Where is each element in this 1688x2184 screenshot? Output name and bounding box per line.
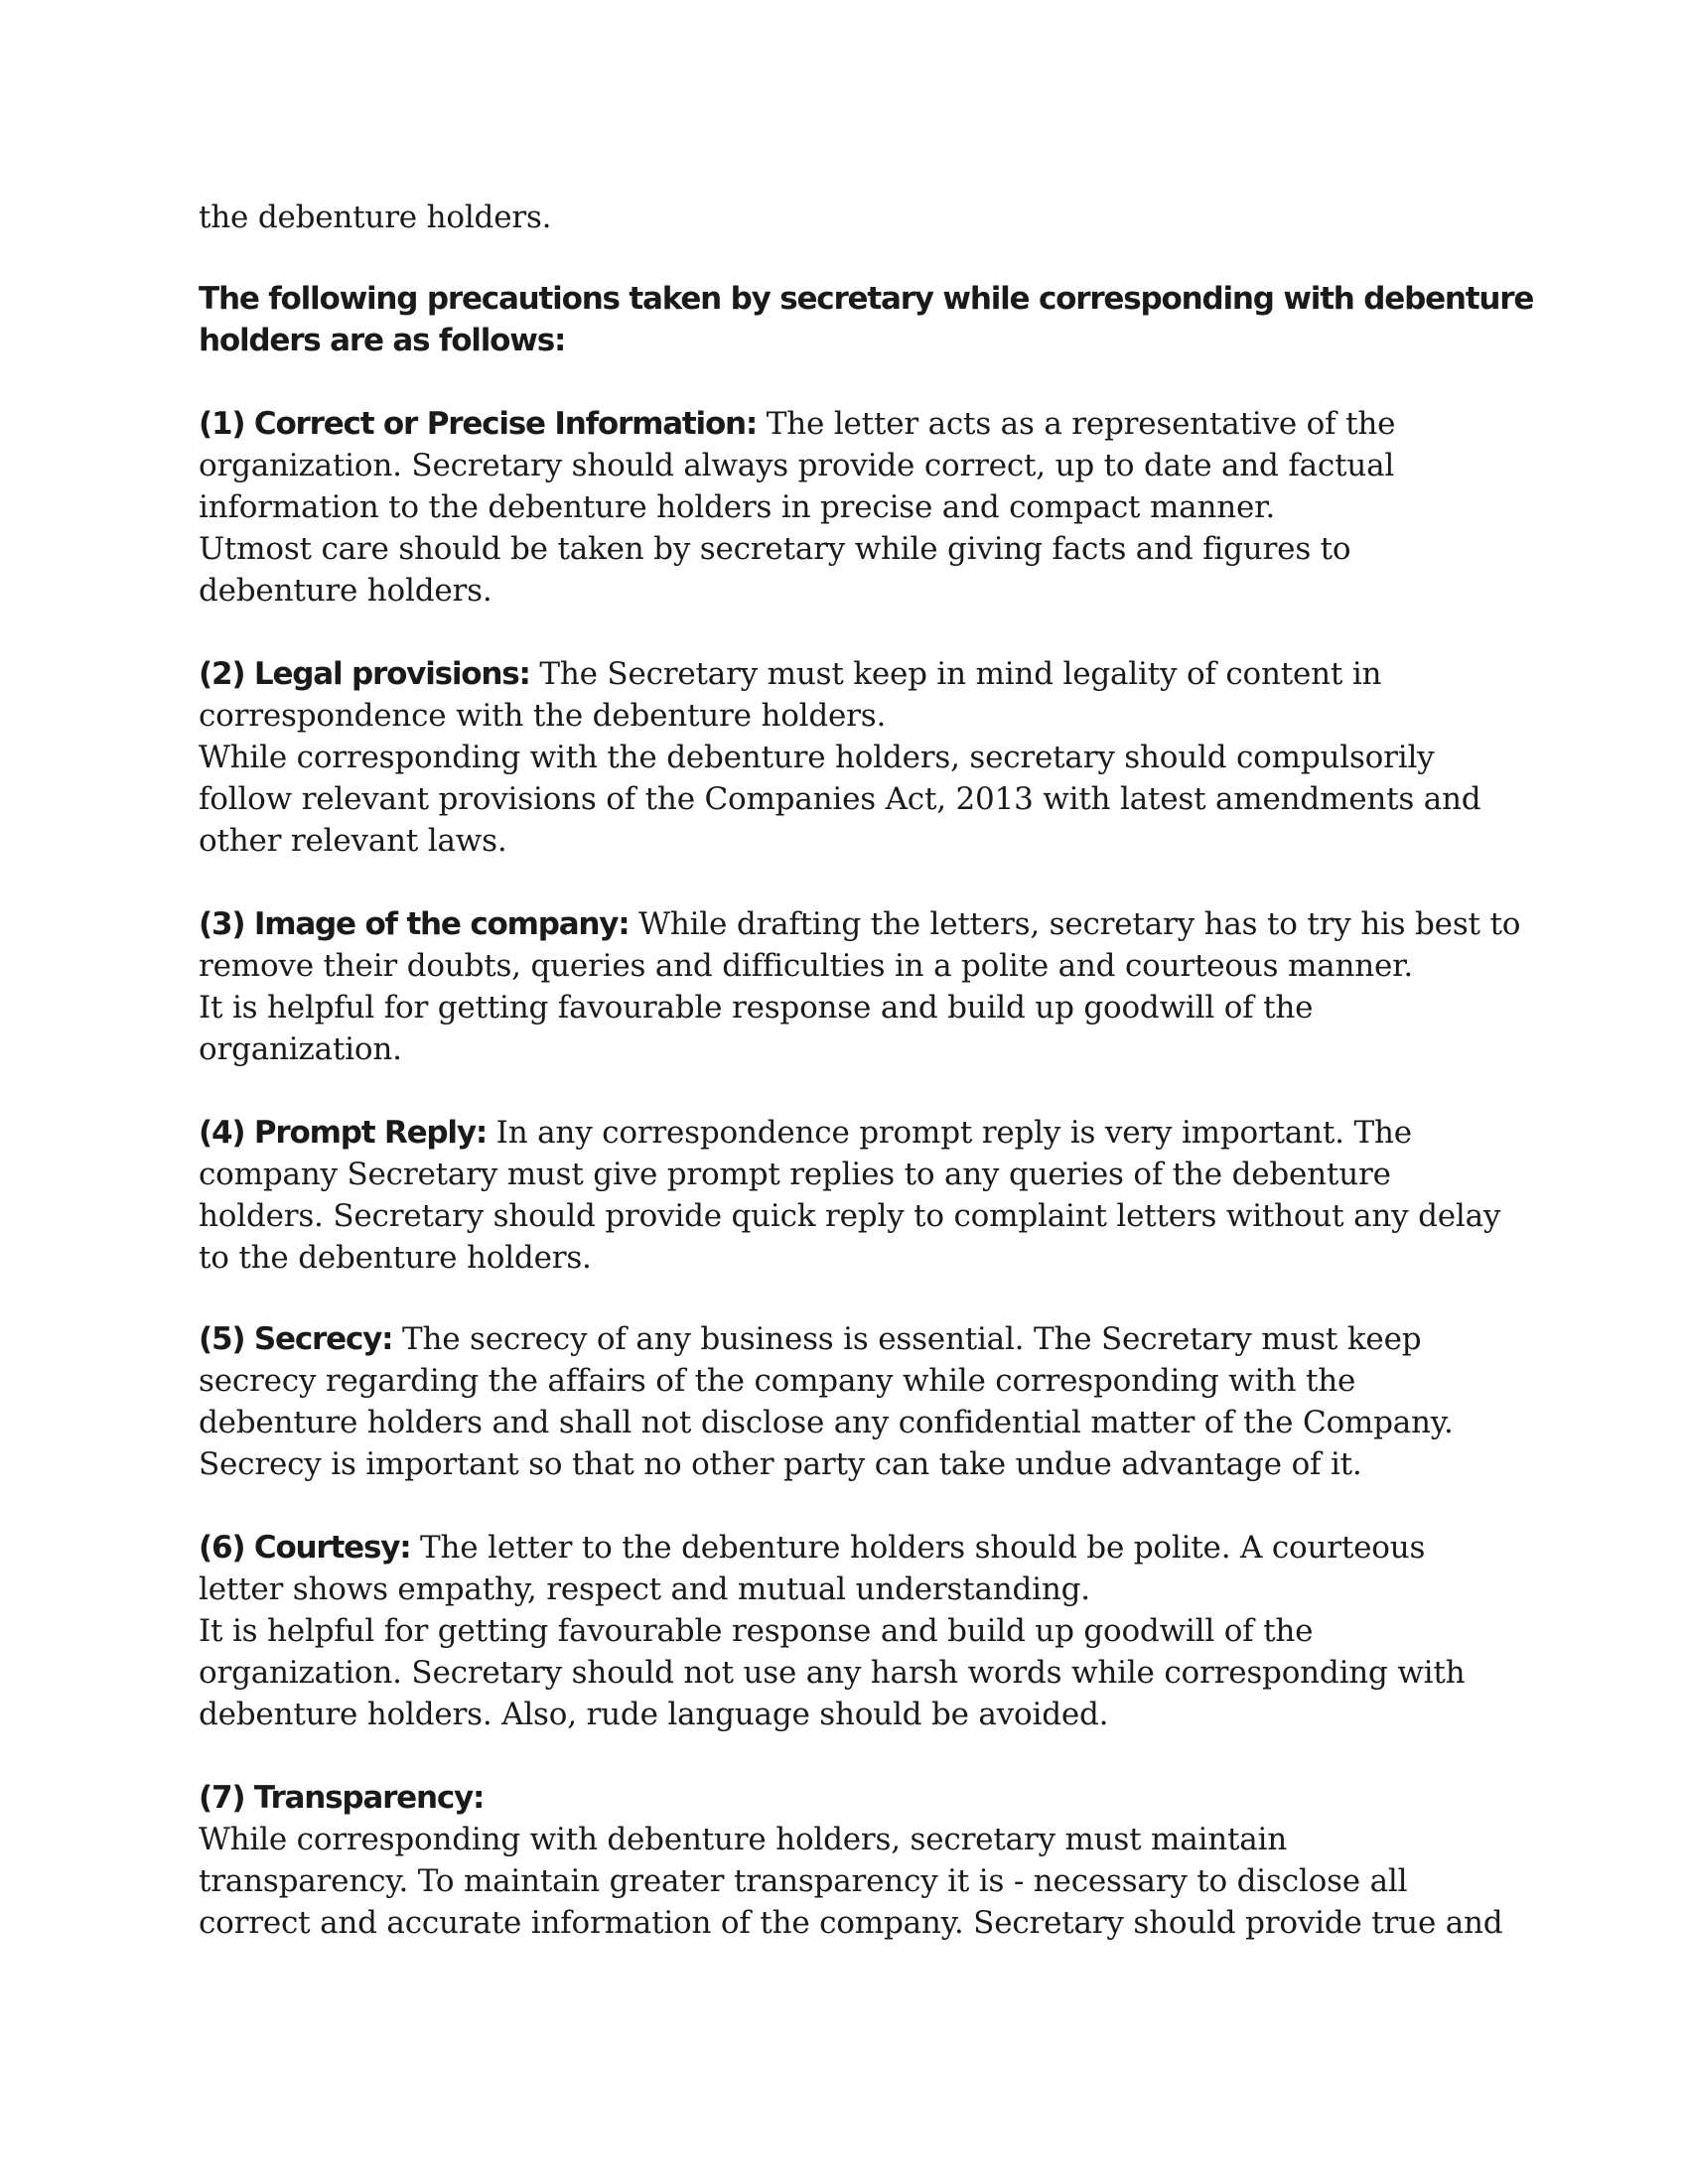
- point-text: organization.: [199, 1031, 402, 1067]
- point-text: The letter acts as a representative of the: [757, 406, 1396, 442]
- point-text: While corresponding with the debenture holders, secretary should compulsorily: [199, 740, 1435, 775]
- heading-line-2: holders are as follows:: [199, 323, 566, 358]
- point-text: organization. Secretary should not use any harsh words while corresponding with: [199, 1655, 1466, 1691]
- point-text: organization. Secretary should always provide correct, up to date and factual: [199, 448, 1395, 483]
- point-text: letter shows empathy, respect and mutual understanding.: [199, 1571, 1090, 1607]
- heading-line-1: The following precautions taken by secretary while corresponding with debenture: [199, 281, 1534, 317]
- point-text: The secrecy of any business is essential. The Secretary must keep: [392, 1321, 1422, 1357]
- point-4: [199, 1112, 1501, 1279]
- point-5: [199, 1318, 1489, 1485]
- point-text: debenture holders. Also, rude language should be avoided.: [199, 1697, 1109, 1732]
- point-2: [199, 653, 1489, 862]
- point-text: Secrecy is important so that no other party can take undue advantage of it.: [199, 1446, 1362, 1482]
- point-6: [199, 1527, 1489, 1735]
- point-text: While drafting the letters, secretary has to try his best to: [629, 906, 1521, 942]
- point-text: to the debenture holders.: [199, 1240, 592, 1276]
- point-text: correct and accurate information of the company. Secretary should provide true and: [199, 1905, 1503, 1941]
- point-text: While corresponding with debenture holders, secretary must maintain: [199, 1822, 1288, 1857]
- point-text: transparency. To maintain greater transparency it is - necessary to disclose all: [199, 1863, 1408, 1899]
- point-title: (6) Courtesy:: [199, 1530, 411, 1566]
- point-title: (3) Image of the company:: [199, 906, 630, 942]
- point-3: [199, 903, 1521, 1070]
- point-text: other relevant laws.: [199, 823, 507, 859]
- document-page: [199, 197, 1534, 1944]
- section-heading: [199, 278, 1534, 361]
- point-title: (2) Legal provisions:: [199, 656, 530, 692]
- point-text: correspondence with the debenture holders.: [199, 698, 887, 734]
- intro-line: the debenture holders.: [199, 200, 552, 235]
- point-text: company Secretary must give prompt replies to any queries of the debenture: [199, 1157, 1391, 1192]
- point-text: It is helpful for getting favourable response and build up goodwill of the: [199, 990, 1314, 1025]
- point-title: (7) Transparency:: [199, 1780, 485, 1816]
- point-text: debenture holders.: [199, 573, 492, 609]
- point-7: [199, 1777, 1503, 1944]
- point-text: The Secretary must keep in mind legality of content in: [529, 656, 1382, 692]
- point-title: (4) Prompt Reply:: [199, 1115, 488, 1151]
- point-text: debenture holders and shall not disclose any confidential matter of the Company.: [199, 1405, 1454, 1440]
- point-text: remove their doubts, queries and difficulties in a polite and courteous manner.: [199, 948, 1414, 984]
- point-text: It is helpful for getting favourable response and build up goodwill of the: [199, 1613, 1314, 1649]
- point-title: (1) Correct or Precise Information:: [199, 406, 758, 442]
- point-1: [199, 403, 1489, 612]
- point-text: follow relevant provisions of the Companies Act, 2013 with latest amendments and: [199, 781, 1481, 817]
- point-text: Utmost care should be taken by secretary while giving facts and figures to: [199, 531, 1351, 567]
- point-text: information to the debenture holders in precise and compact manner.: [199, 489, 1275, 525]
- point-title: (5) Secrecy:: [199, 1321, 393, 1357]
- point-text: secrecy regarding the affairs of the company while corresponding with the: [199, 1363, 1356, 1399]
- point-text: In any correspondence prompt reply is very important. The: [487, 1115, 1412, 1151]
- point-text: holders. Secretary should provide quick reply to complaint letters without any delay: [199, 1198, 1501, 1234]
- point-text: The letter to the debenture holders should be polite. A courteous: [410, 1530, 1426, 1566]
